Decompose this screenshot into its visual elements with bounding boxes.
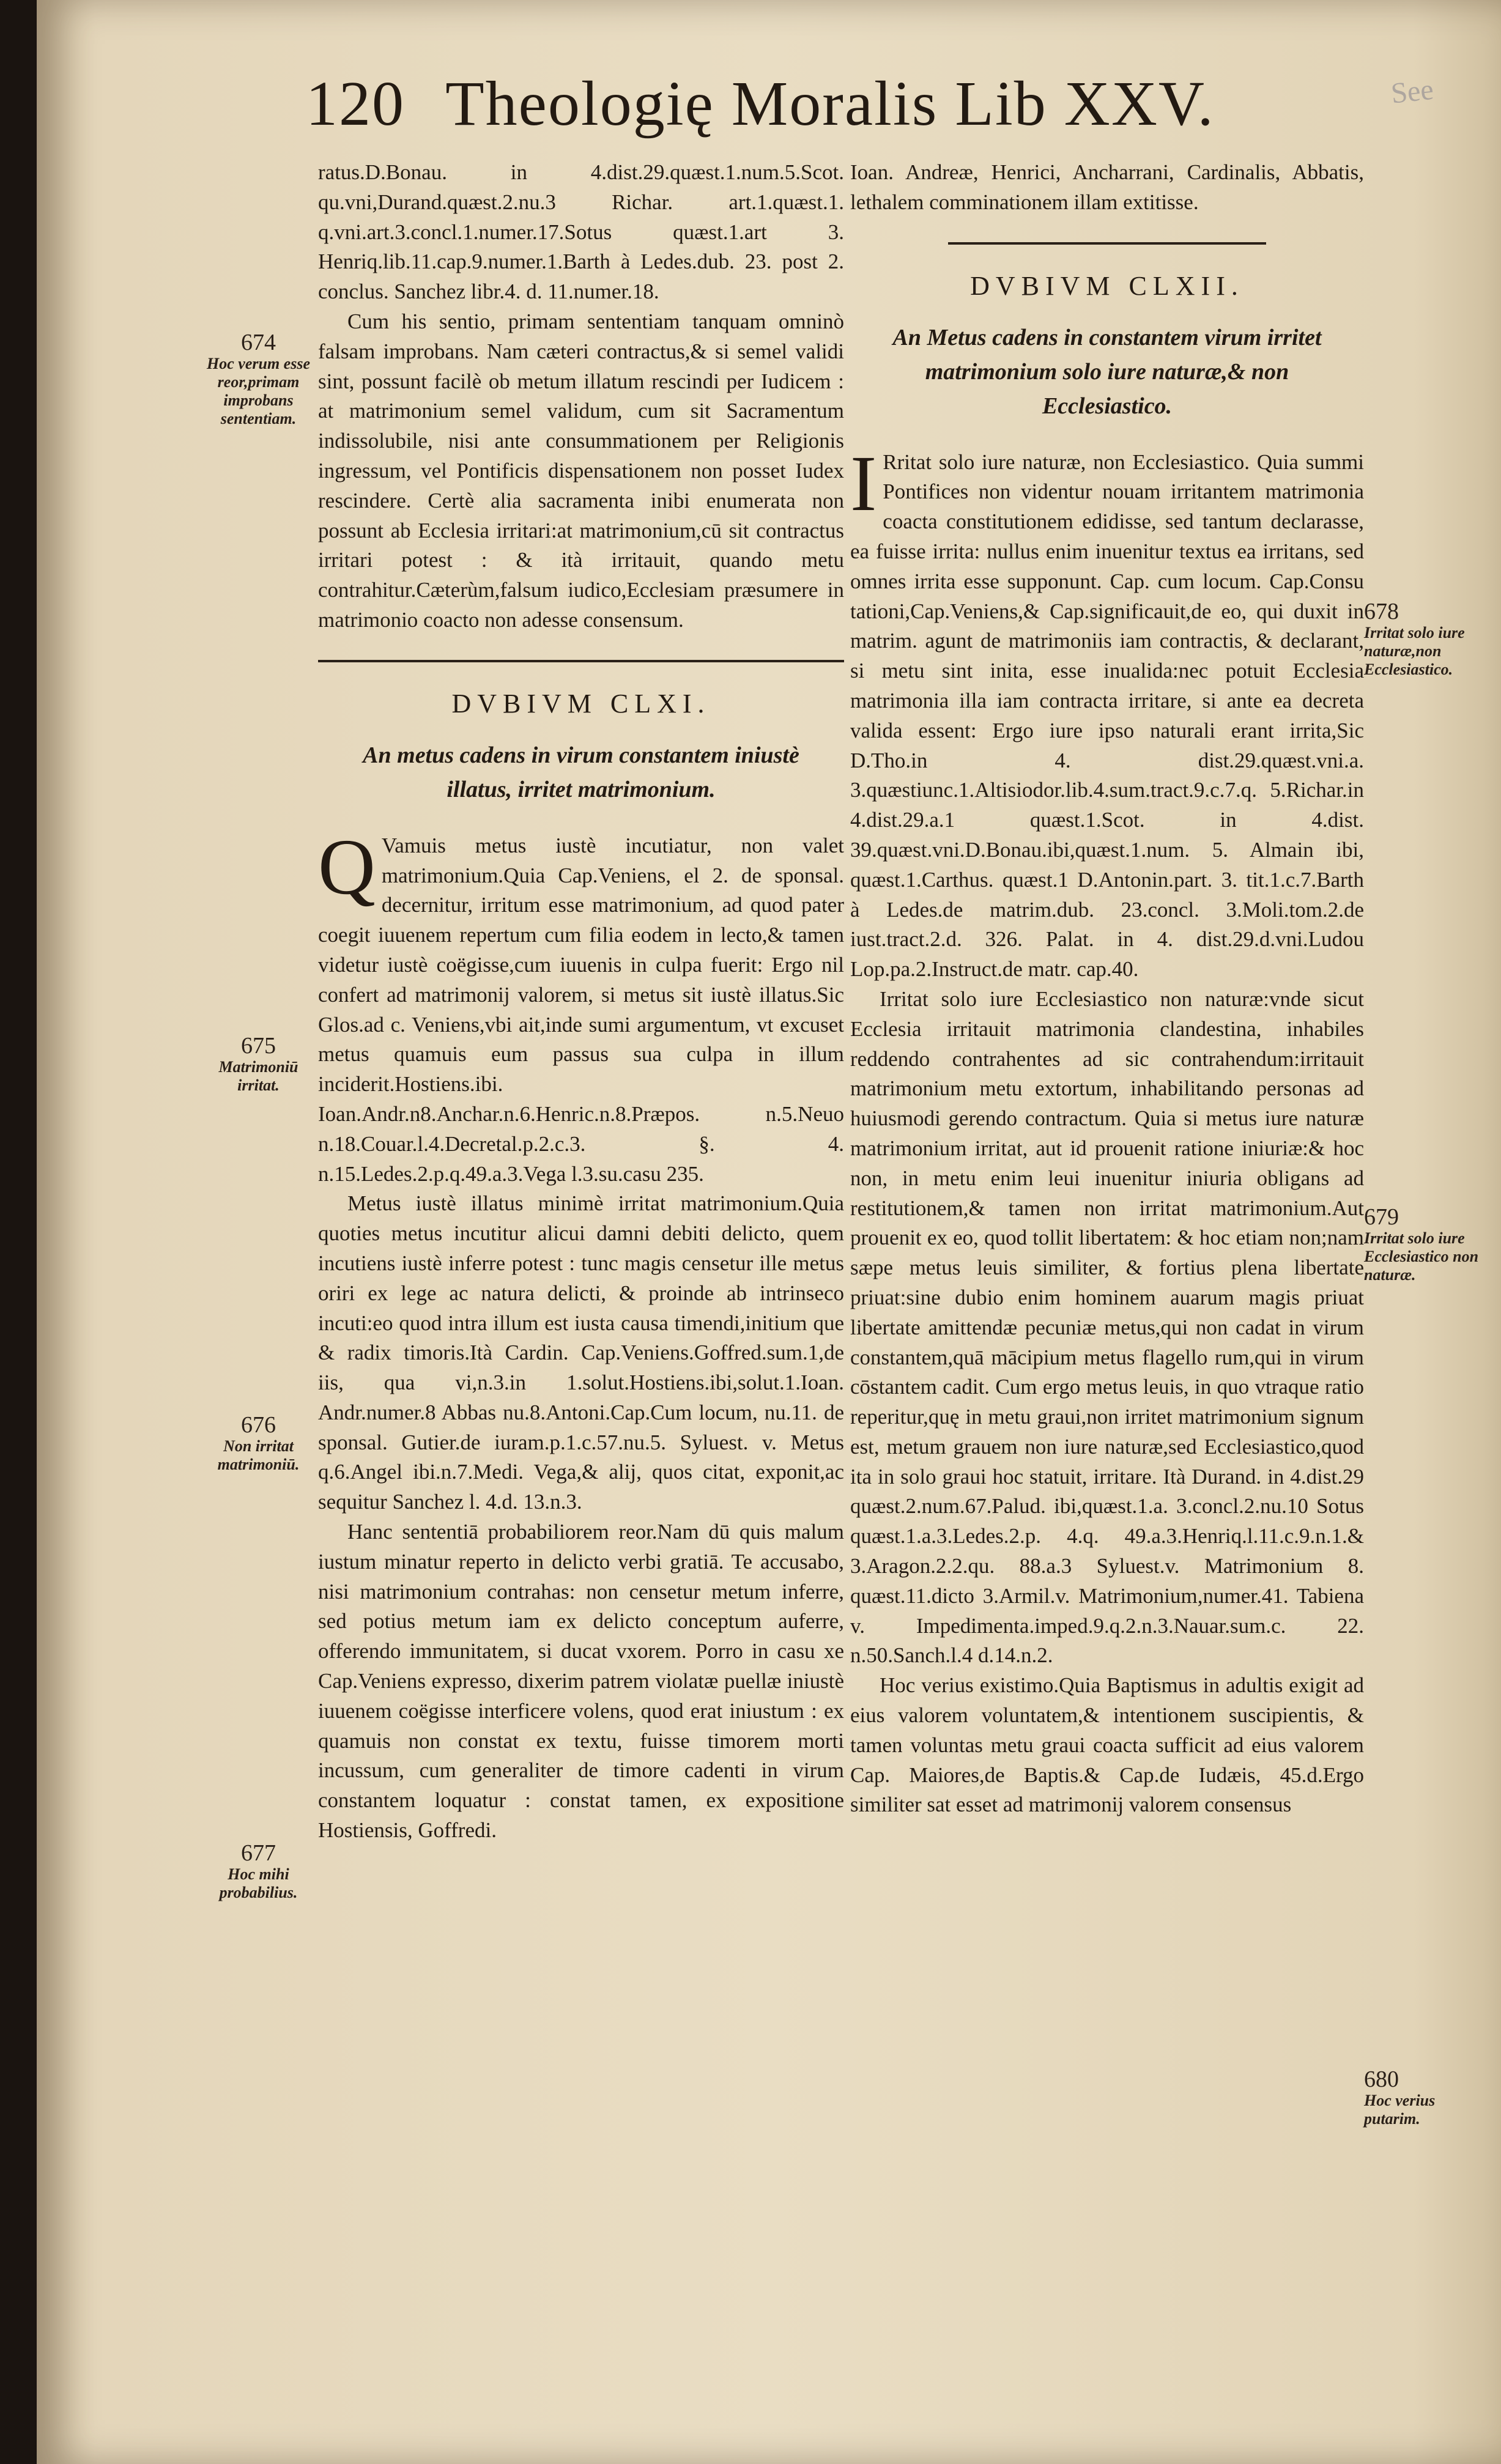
paragraph-675-text: Vamuis metus iustè incutiatur, non valet matrimonium.Quia Cap.Veniens, el 2. de sponsal. decernitur, irritum esse matrimonium, ad quod pater coegit iuuenem repertum cum filia eodem in lecto,& tamen videtur iustè coëgisse,cum iuuenis in culpa fuerit: Ergo nil confert ad matrimonij valorem, si metus sit iustè illatus.Sic Glos.ad c. Veniens,vbi ait,inde sumi argumentum, vt excuset metus quamuis eum passus sua culpa in illum inciderit.Hostiens.ibi. Ioan.Andr.n8.Anchar.n.6.Henric.n.8.Præpos. n.5.Neuo n.18.Couar.l.4.Decretal.p.2.c.3. §. 4. n.15.Ledes.2.p.q.49.a.3.Vega l.3.su.casu 235.	[318, 833, 844, 1186]
margin-note-number: 680	[1364, 2066, 1399, 2092]
dubium-162-question: An Metus cadens in constantem virum irritet matrimonium solo iure naturæ,& non Ecclesiastico.	[892, 324, 1322, 419]
drop-cap: Q	[318, 823, 376, 911]
margin-note-text: Non irritat matrimoniū.	[217, 1437, 300, 1473]
paragraph-680: Hoc verius existimo.Quia Baptismus in adultis exigit ad eius valorem voluntatem,& intentionem suscipientis, & tamen voluntas metu graui coacta sufficit ad eius valorem Cap. Maiores,de Baptis.& Cap.de Iudæis, 45.d.Ergo similiter sat esset ad matrimonij valorem consensus	[850, 1673, 1364, 1817]
paragraph-674: Cum his sentio, primam sententiam tanquam omninò falsam improbans. Nam cæteri contractus,& si semel validi sint, possunt facilè ob metum illatum rescindi per Iudicem : at matrimonium semel validum, cum sit Sacramentum indissolubile, nisi ante consummationem per Religionis ingressum, vel Pontificis dispensationem non posset Iudex rescindere. Certè alia sacramenta inibi enumerata non possunt ab Ecclesia irritari:at matrimonium,cū sit contractus irritari potest : & ità irritauit, quando metu contrahitur.Cæterùm,falsum iudico,Ecclesiam præsumere in matrimonio coacto non adesse consensum.	[318, 309, 844, 632]
margin-note-678	[1364, 599, 1480, 679]
paragraph-675	[318, 823, 844, 1189]
margin-note-number: 677	[241, 1840, 276, 1866]
margin-note-number: 674	[241, 330, 276, 355]
paragraph-678-text: Rritat solo iure naturæ, non Ecclesiastico. Quia summi Pontifices non videntur nouam irritantem matrimonia coacta constitutionem edidisse, sed tantum declarasse, ea fuisse irrita: nullus enim inuenitur textus ea irritans, sed omnes irrita esse supponunt. Cap. cum locum. Cap.Consu tationi,Cap.Veniens,& Cap.significauit,de eo, qui duxit in matrim. agunt de matrimoniis iam contractis, & declarant, si metu sint inita, esse inualida:nec potuit Ecclesia matrimonia illa iam contracta irritare, si ante ea decreta valida essent: Ergo iure ipso naturali erant irrita,Sic D.Tho.in 4. dist.29.quæst.vni.a. 3.quæstiunc.1.Altisiodor.lib.4.sum.tract.9.c.7.q. 5.Richar.in 4.dist.29.a.1 quæst.1.Scot. in 4.dist. 39.quæst.vni.D.Bonau.ibi,quæst.1.num. 5. Almain ibi, quæst.1.Carthus. quæst.1 D.Antonin.part. 3. tit.1.c.7.Barth à Ledes.de matrim.dub. 23.concl. 3.Moli.tom.2.de iust.tract.2.d. 326. Palat. in 4. dist.29.d.vni.Ludou Lop.pa.2.Instruct.de matr. cap.40.	[850, 450, 1364, 982]
margin-note-number: 678	[1364, 599, 1399, 624]
margin-note-number: 679	[1364, 1204, 1399, 1230]
running-title: Theologię Moralis Lib XXV.	[445, 68, 1215, 139]
margin-note-number: 675	[241, 1033, 276, 1059]
margin-note-text: Hoc verius putarim.	[1364, 2092, 1436, 2128]
dubium-162-title: DVBIVM CLXII.	[970, 270, 1244, 301]
section-divider	[948, 242, 1266, 245]
book-page	[37, 0, 1501, 2464]
paragraph-679: Irritat solo iure Ecclesiastico non naturæ:vnde sicut Ecclesia irritauit matrimonia clandestina, inhabiles reddendo contrahentes ad sic contrahendum:irritauit matrimonium metu extortum, inhabilitando personas ad huiusmodi gerendo contractum. Quia si metus iure naturæ matrimonium irritat, aut id prouenit ratione iniuriæ:& hoc non, in metu enim leui inuenitur iniuria obligans ad restitutionem,& tamen non irritat matrimonium.Aut prouenit ex eo, quod tollit libertatem: & hoc etiam non;nam sæpe metus leuis similiter, & fortius plena libertate priuat:sine dubio enim hominem auarum magis priuat libertate amittendæ pecuniæ metus,qui non cadat in virum constantem,quā mācipium metus flagello rum,qui in virum cōstantem cadit. Cum ergo metus leuis, in quo vtraque ratio reperitur,quę in metu graui,non irritet matrimonium signum est, metum grauem non iure naturæ,sed Ecclesiastico,quod ita in solo graui hoc statuit, irritare. Ità Durand. in 4.dist.29 quæst.2.num.67.Palud. ibi,quæst.1.a. 3.concl.2.nu.10 Sotus quæst.1.a.3.Ledes.2.p. 4.q. 49.a.3.Henriq.l.11.c.9.n.1.& 3.Aragon.2.2.qu. 88.a.3 Syluest.v. Matrimonium 8. quæst.11.dicto 3.Armil.v. Matrimonium,numer.41. Tabiena v. Impedimenta.imped.9.q.2.n.3.Nauar.sum.c. 22. n.50.Sanch.l.4 d.14.n.2.	[850, 986, 1364, 1668]
paragraph-678	[850, 439, 1364, 985]
dubium-161-title: DVBIVM CLXI.	[451, 688, 711, 719]
margin-note-text: Hoc mihi probabilius.	[219, 1865, 298, 1901]
page-header	[306, 67, 1346, 141]
margin-note-679	[1364, 1205, 1480, 1284]
margin-note-text: Irritat solo iure naturæ,non Ecclesiastico.	[1364, 624, 1465, 678]
drop-cap: I	[850, 439, 877, 528]
margin-note-674	[202, 330, 315, 428]
paragraph-677: Hanc sententiā probabiliorem reor.Nam dū quis malum iustum minatur reperto in delicto verbi gratiā. Te accusabo, nisi matrimonium contrahas: non censetur metum inferre, sed potius metum iam ex delicto conceptum auferre, offerendo immunitatem, si ducat vxorem. Porro in casu xe Cap.Veniens expresso, dixerim patrem violatæ puellæ iniustè iuuenem coëgisse interficere volens, quod erat iniustum : ex quamuis non constat ex textu, fuisse timorem morti incussum, cum generaliter de timore cadenti in virum constantem loquatur : constat tamen, ex expositione Hostiensis, Goffredi.	[318, 1520, 844, 1843]
margin-note-675	[202, 1034, 315, 1095]
left-continued-text: ratus.D.Bonau. in 4.dist.29.quæst.1.num.5.Scot. qu.vni,Durand.quæst.2.nu.3 Richar. art.1.quæst.1. q.vni.art.3.concl.1.numer.17.Sotus quæst.1.art 3. Henriq.lib.11.cap.9.numer.1.Barth à Ledes.dub. 23. post 2. conclus. Sanchez libr.4. d. 11.numer.18.	[318, 160, 844, 304]
margin-note-677	[202, 1841, 315, 1902]
margin-note-680	[1364, 2067, 1480, 2128]
paragraph-676: Metus iustè illatus minimè irritat matrimonium.Quia quoties metus incutitur alicui damni debiti delicto, quem incutiens iustè inferre potest : tunc magis censetur ille metus oriri ex lege ac natura delicti, & proinde ab intrinseco incuti:eo quod intra illum est iusta causa timendi,initium que & radix timoris.Ità Cardin. Cap.Veniens.Goffred.sum.1,de iis, qua vi,n.3.in 1.solut.Hostiens.ibi,solut.1.Ioan. Andr.numer.8 Abbas nu.8.Antoni.Cap.Cum locum, nu.11. de sponsal. Gutier.de iuram.p.1.c.57.nu.5. Syluest. v. Metus q.6.Angel ibi.n.7.Medi. Vega,& alij, quos citat, exponit,ac sequitur Sanchez l. 4.d. 13.n.3.	[318, 1191, 844, 1514]
section-divider	[318, 660, 844, 662]
margin-note-text: Matrimoniū irritat.	[218, 1058, 298, 1094]
margin-note-number: 676	[241, 1412, 276, 1438]
margin-note-text: Hoc verum esse reor,primam improbans sententiam.	[207, 355, 310, 427]
margin-note-text: Irritat solo iure Ecclesiastico non naturæ.	[1364, 1229, 1479, 1284]
margin-note-676	[202, 1413, 315, 1474]
right-column	[850, 158, 1364, 1820]
library-stamp: See	[1389, 73, 1436, 110]
dubium-161-question: An metus cadens in virum constantem iniustè illatus, irritet matrimonium.	[363, 742, 799, 802]
page-number: 120	[306, 68, 405, 139]
right-continued-text: Ioan. Andreæ, Henrici, Ancharrani, Cardinalis, Abbatis, lethalem comminationem illam extitisse.	[850, 160, 1364, 214]
left-column	[318, 158, 844, 1846]
